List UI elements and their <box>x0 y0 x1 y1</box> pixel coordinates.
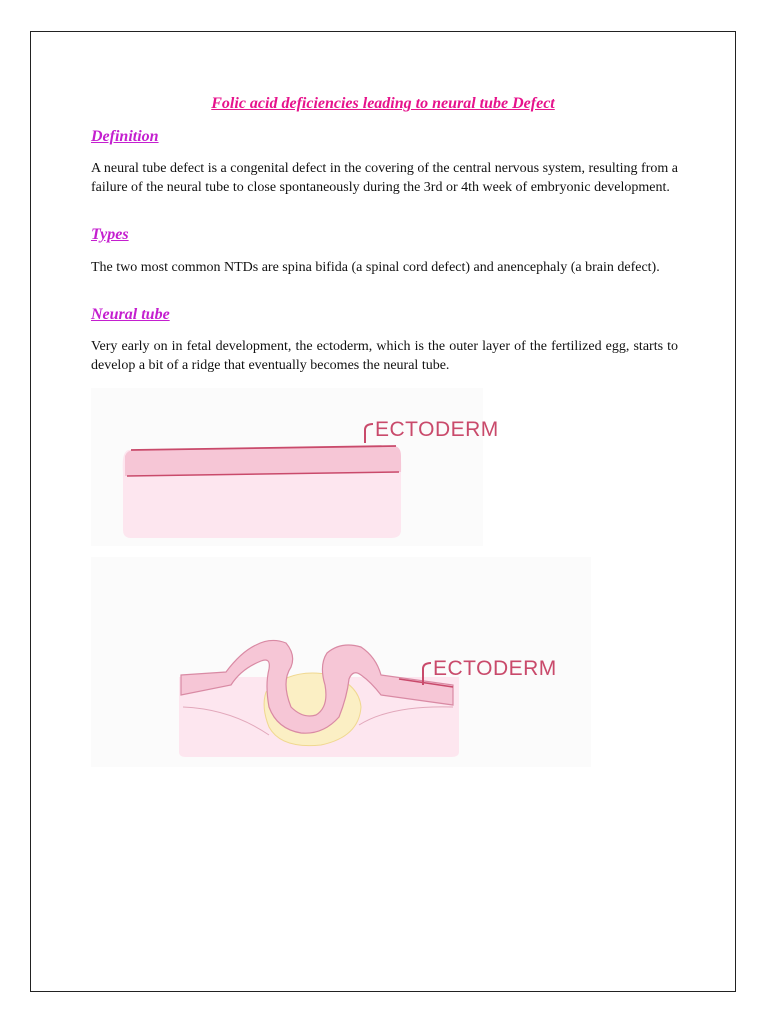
ectoderm-label: ECTODERM <box>375 418 499 441</box>
document-title: Folic acid deficiencies leading to neural tube Defect <box>211 95 555 112</box>
heading-types: Types <box>91 226 129 243</box>
ectoderm-fold-illustration <box>91 557 591 767</box>
paragraph-definition: A neural tube defect is a congenital defect in the covering of the central nervous system, resulting from a failure of the neural tube to close spontaneously during the 3rd or 4th week of embryonic development. <box>91 161 678 195</box>
ectoderm-fold-figure <box>91 557 591 767</box>
ectoderm-flat-figure <box>91 388 499 546</box>
heading-definition: Definition <box>91 128 159 145</box>
document-page <box>30 31 736 992</box>
label-pointer <box>365 424 373 443</box>
ectoderm-label: ECTODERM <box>433 657 557 680</box>
ectoderm-layer <box>125 446 401 476</box>
paragraph-types: The two most common NTDs are spina bifida (a spinal cord defect) and anencephaly (a brain defect). <box>91 260 660 275</box>
ectoderm-flat-illustration <box>91 388 499 546</box>
paragraph-neural-tube: Very early on in fetal development, the ectoderm, which is the outer layer of the fertilized egg, starts to develop a bit of a ridge that eventually becomes the neural tube. <box>91 339 678 373</box>
heading-neural-tube: Neural tube <box>91 306 170 323</box>
